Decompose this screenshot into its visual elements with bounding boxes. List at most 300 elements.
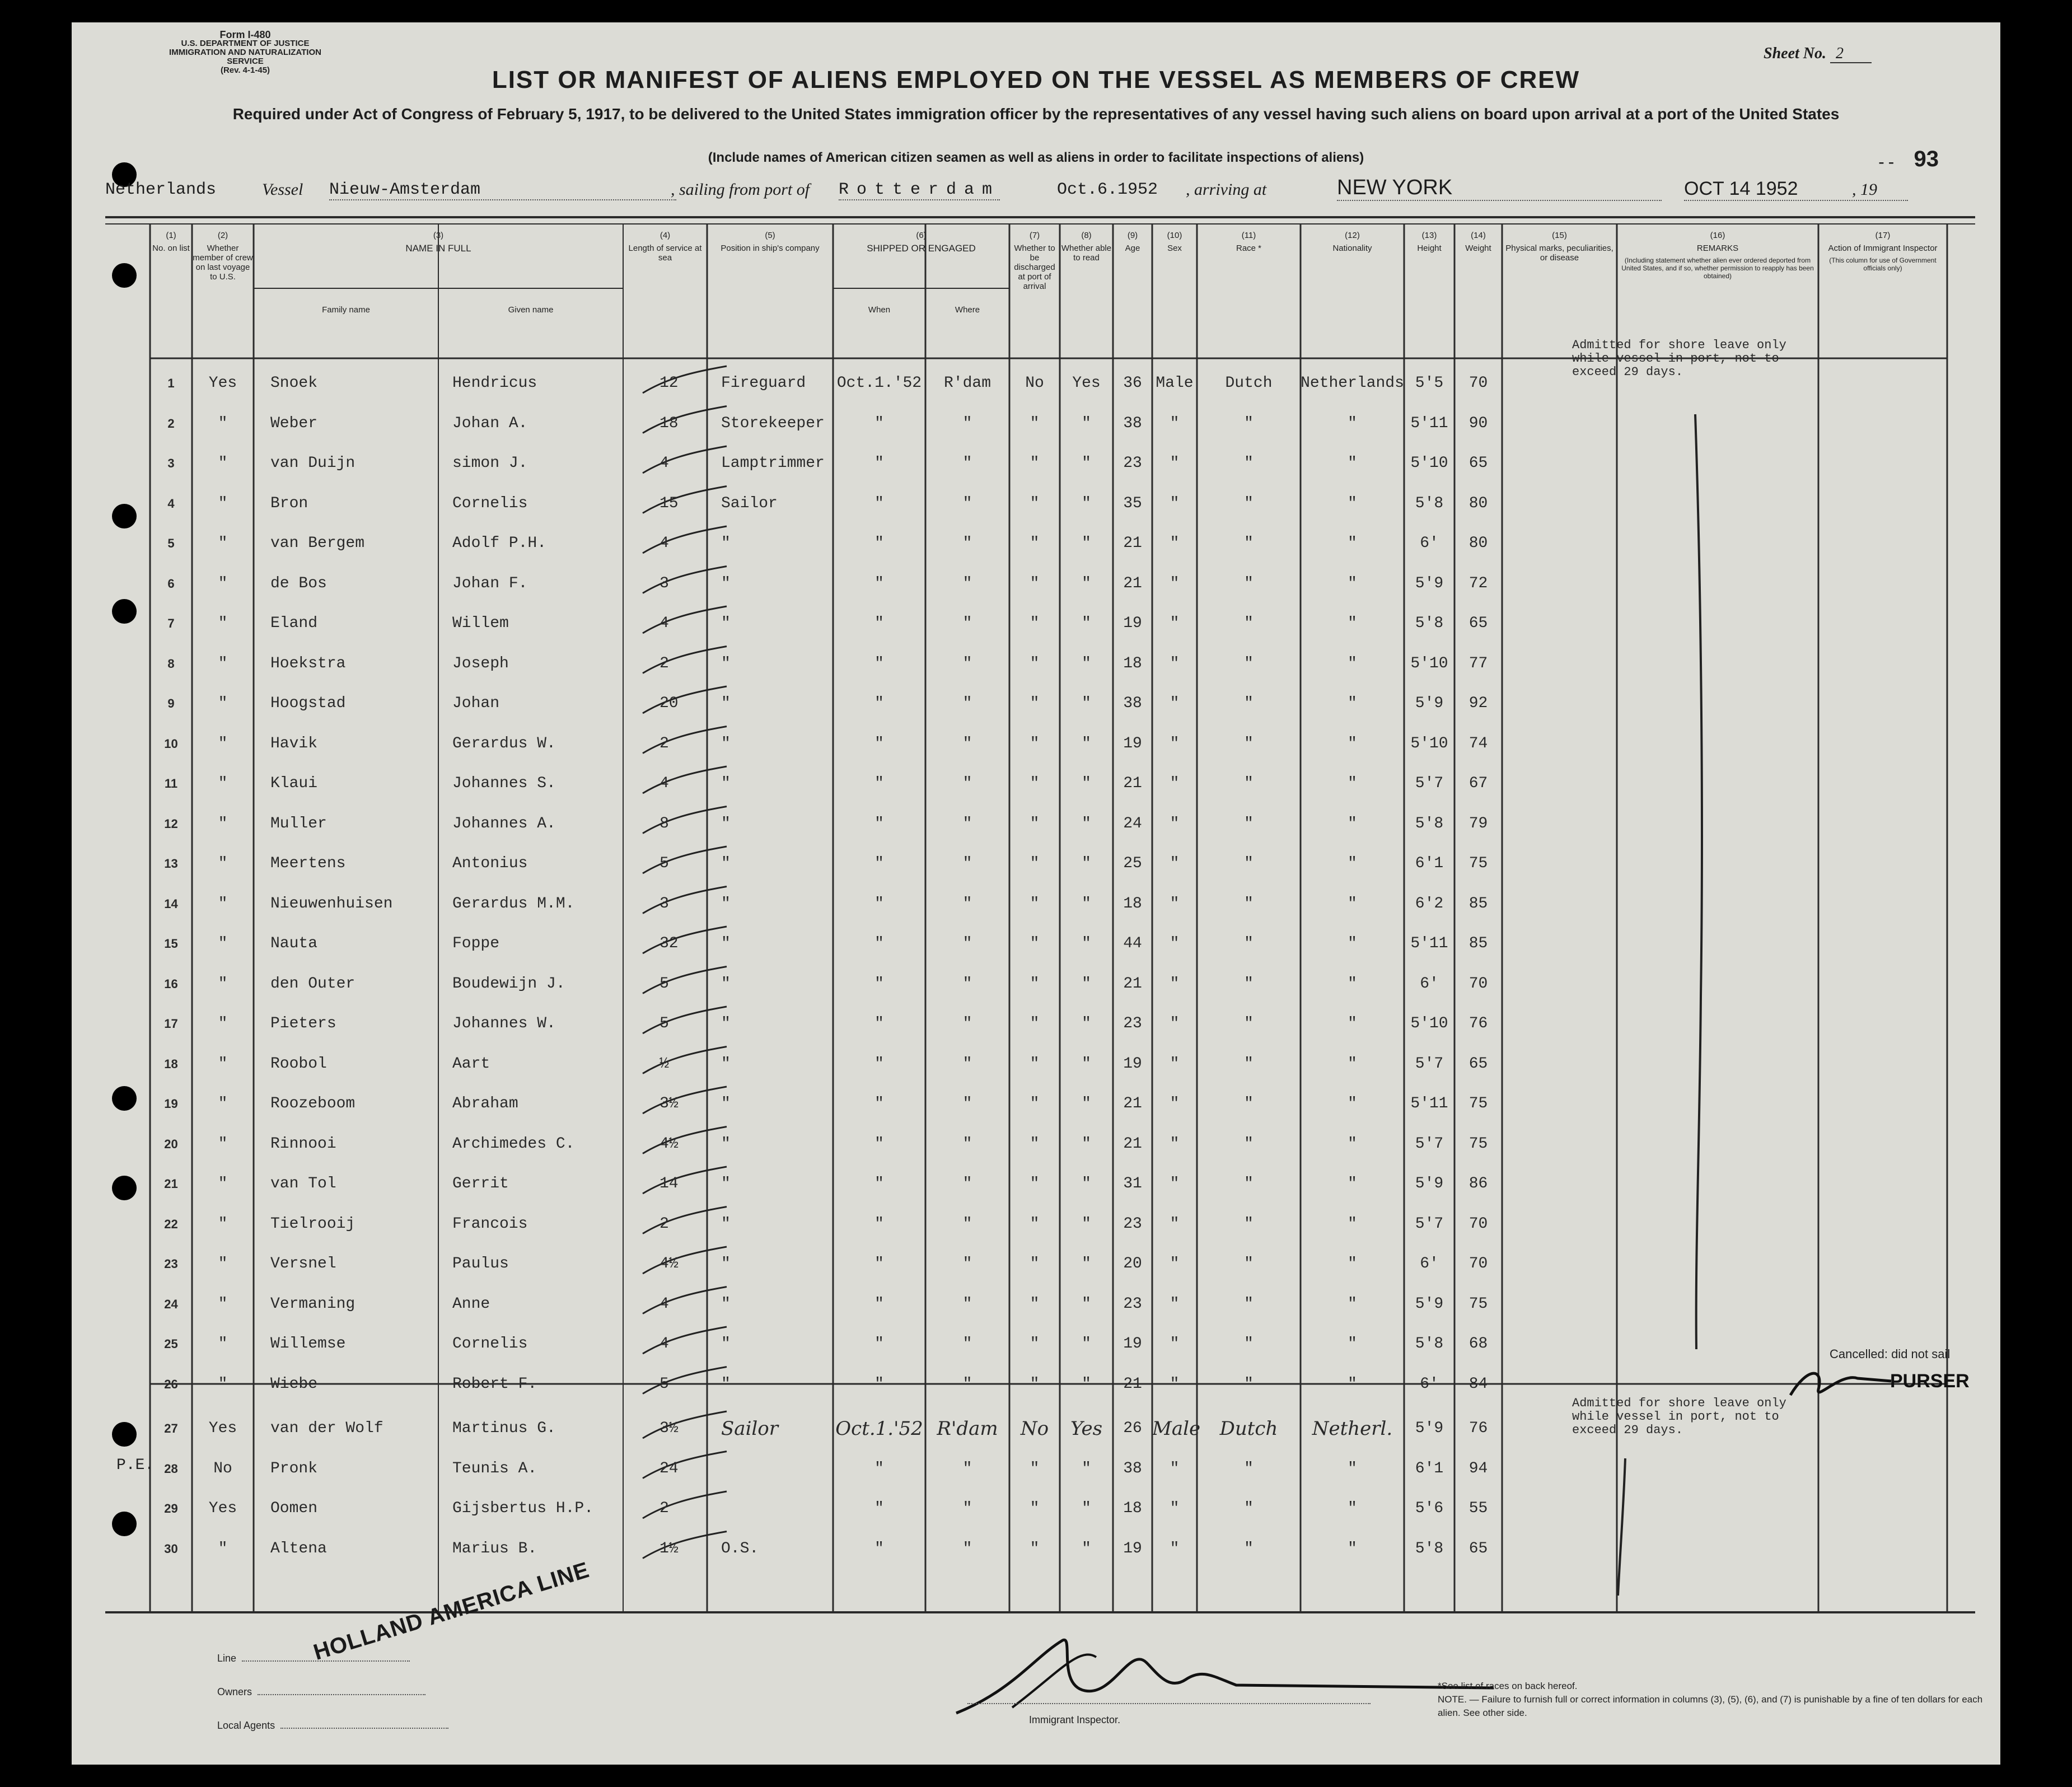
cell-where: " bbox=[962, 935, 972, 952]
cell-service: 5 bbox=[660, 975, 669, 993]
cell-family: Altena bbox=[270, 1540, 327, 1557]
cell-position: Fireguard bbox=[721, 375, 806, 392]
cell-discharge: " bbox=[1030, 1015, 1040, 1032]
footer-line bbox=[217, 1653, 410, 1664]
header-remarks-number: (16) bbox=[1710, 231, 1725, 240]
cell-when: " bbox=[874, 535, 884, 552]
header-height-text: Height bbox=[1417, 244, 1442, 253]
cell-position: " bbox=[721, 1015, 731, 1032]
cell-where: " bbox=[962, 775, 972, 792]
cell-prev: " bbox=[218, 895, 228, 913]
cell-age: 18 bbox=[1123, 654, 1142, 672]
cell-discharge: " bbox=[1030, 1055, 1040, 1073]
cell-sex: " bbox=[1170, 1335, 1180, 1353]
header-sex-number: (10) bbox=[1167, 231, 1182, 240]
cell-prev: " bbox=[218, 695, 228, 712]
purser-stamp: PURSER bbox=[1890, 1370, 1970, 1392]
cell-read: " bbox=[1082, 1095, 1091, 1112]
header-no-on-list bbox=[150, 231, 192, 253]
cell-when: Oct.1.'52 bbox=[835, 1418, 923, 1440]
cell-height: 5'11 bbox=[1410, 935, 1448, 952]
punch-hole bbox=[112, 599, 137, 624]
cell-when: " bbox=[874, 1135, 884, 1153]
cell-sex: Male bbox=[1156, 375, 1194, 392]
cell-position: " bbox=[721, 535, 731, 552]
cell-where: " bbox=[962, 1055, 972, 1073]
header-sex-text: Sex bbox=[1167, 244, 1182, 253]
cell-height: 5'10 bbox=[1410, 654, 1448, 672]
header-nationality-number: (12) bbox=[1345, 231, 1360, 240]
cell-no: 2 bbox=[167, 416, 175, 431]
cell-race: " bbox=[1244, 535, 1254, 552]
cell-race: " bbox=[1244, 695, 1254, 712]
header-family-name: Family name bbox=[322, 305, 370, 315]
header-weight-number: (14) bbox=[1471, 231, 1486, 240]
check-mark bbox=[643, 567, 727, 593]
cell-service: 3 bbox=[660, 574, 669, 592]
cell-weight: 70 bbox=[1468, 1215, 1488, 1233]
check-mark bbox=[643, 1007, 727, 1033]
cell-where: " bbox=[962, 494, 972, 512]
cell-sex: Male bbox=[1152, 1418, 1201, 1440]
document-subtitle: Required under Act of Congress of February 5, 1917, to be delivered to the United States immigration officer by the representatives of any vessel having such aliens on board upon arrival at a port of the United States bbox=[232, 105, 1840, 123]
vessel-label: Vessel bbox=[262, 180, 303, 199]
cell-read: " bbox=[1082, 1375, 1091, 1393]
cell-no: 19 bbox=[164, 1097, 178, 1111]
cell-service: 5 bbox=[660, 1015, 669, 1032]
cell-given: Robert F. bbox=[452, 1375, 537, 1393]
cell-position: " bbox=[721, 1255, 731, 1273]
cell-prev: " bbox=[218, 1255, 228, 1273]
cell-race: " bbox=[1244, 574, 1254, 592]
cell-service: 4½ bbox=[660, 1255, 679, 1273]
cell-when: " bbox=[874, 1055, 884, 1073]
cell-race: " bbox=[1244, 1015, 1254, 1032]
cell-read: " bbox=[1082, 1055, 1091, 1073]
cell-discharge: " bbox=[1030, 1135, 1040, 1153]
penalty-note: NOTE. — Failure to furnish full or correct information in columns (3), (5), (6), and (7) is punishable by a fine of ten dollars for each alien. See other side. bbox=[1438, 1694, 1983, 1718]
cell-discharge: " bbox=[1030, 1175, 1040, 1192]
cell-when: " bbox=[874, 1459, 884, 1477]
cell-nat: " bbox=[1348, 895, 1357, 913]
cell-discharge: " bbox=[1030, 1375, 1040, 1393]
cell-read: " bbox=[1082, 815, 1091, 832]
cell-weight: 68 bbox=[1468, 1335, 1488, 1353]
footer-agents bbox=[217, 1720, 448, 1732]
cell-age: 21 bbox=[1123, 574, 1142, 592]
punch-hole bbox=[112, 504, 137, 528]
cell-family: Pieters bbox=[270, 1015, 336, 1032]
check-mark bbox=[643, 1207, 727, 1234]
cell-sex: " bbox=[1170, 1375, 1180, 1393]
cell-given: Johannes A. bbox=[452, 815, 556, 832]
cell-height: 5'8 bbox=[1415, 494, 1444, 512]
cell-height: 5'8 bbox=[1415, 1335, 1444, 1353]
header-remarks bbox=[1617, 231, 1818, 280]
header-able-to-read bbox=[1060, 231, 1113, 263]
cell-nat: " bbox=[1348, 1055, 1357, 1073]
cell-when: " bbox=[874, 1255, 884, 1273]
form-department: U.S. DEPARTMENT OF JUSTICE bbox=[181, 39, 310, 48]
cell-position: " bbox=[721, 815, 731, 832]
cell-read: " bbox=[1082, 1175, 1091, 1192]
cell-race: " bbox=[1244, 654, 1254, 672]
cell-height: 5'9 bbox=[1415, 1175, 1444, 1192]
cell-given: Archimedes C. bbox=[452, 1135, 575, 1153]
cell-family: Roozeboom bbox=[270, 1095, 356, 1112]
cell-read: " bbox=[1082, 895, 1091, 913]
cell-sex: " bbox=[1170, 935, 1180, 952]
header-no-on-list-number: (1) bbox=[166, 231, 176, 240]
check-mark bbox=[643, 1367, 727, 1394]
cell-where: " bbox=[962, 1540, 972, 1557]
cell-given: Cornelis bbox=[452, 1335, 528, 1353]
cell-no: 4 bbox=[167, 496, 175, 511]
cell-no: 27 bbox=[164, 1421, 178, 1435]
cell-family: van Duijn bbox=[270, 455, 356, 472]
cell-service: 4 bbox=[660, 535, 669, 552]
check-mark bbox=[643, 1047, 727, 1074]
cell-age: 19 bbox=[1123, 735, 1142, 752]
punch-hole bbox=[112, 1086, 137, 1111]
cell-discharge: " bbox=[1030, 1500, 1040, 1517]
cell-race: " bbox=[1244, 1540, 1254, 1557]
cell-when: " bbox=[874, 775, 884, 792]
check-mark bbox=[643, 1127, 727, 1154]
cell-no: 1 bbox=[167, 376, 175, 390]
cell-sex: " bbox=[1170, 414, 1180, 432]
cell-read: " bbox=[1082, 574, 1091, 592]
header-race bbox=[1197, 231, 1301, 253]
cell-when: " bbox=[874, 615, 884, 632]
cell-prev: Yes bbox=[208, 1420, 237, 1437]
cell-read: " bbox=[1082, 975, 1091, 993]
cell-position: Sailor bbox=[721, 494, 778, 512]
form-service: IMMIGRATION AND NATURALIZATION SERVICE bbox=[169, 48, 321, 66]
cell-sex: " bbox=[1170, 1255, 1180, 1273]
cell-read: Yes bbox=[1070, 1418, 1103, 1440]
cell-race: " bbox=[1244, 895, 1254, 913]
cell-when: " bbox=[874, 895, 884, 913]
header-discharged bbox=[1009, 231, 1060, 291]
cell-discharge: No bbox=[1025, 375, 1044, 392]
header-inspector-action-subtext: (This column for use of Government officials only) bbox=[1829, 256, 1937, 272]
cell-given: Gerardus M.M. bbox=[452, 895, 575, 913]
cell-weight: 70 bbox=[1468, 1255, 1488, 1273]
cell-nat: " bbox=[1348, 735, 1357, 752]
cell-age: 21 bbox=[1123, 975, 1142, 993]
cell-nat: " bbox=[1348, 494, 1357, 512]
cell-weight: 77 bbox=[1468, 654, 1488, 672]
header-length-of-service bbox=[623, 231, 707, 263]
cell-service: 3 bbox=[660, 895, 669, 913]
cell-where: " bbox=[962, 815, 972, 832]
cell-weight: 86 bbox=[1468, 1175, 1488, 1192]
cell-given: Johannes W. bbox=[452, 1015, 556, 1032]
cell-sex: " bbox=[1170, 535, 1180, 552]
cell-prev: " bbox=[218, 1295, 228, 1313]
cell-weight: 79 bbox=[1468, 815, 1488, 832]
cell-no: 8 bbox=[167, 656, 175, 671]
cell-when: " bbox=[874, 735, 884, 752]
cell-age: 21 bbox=[1123, 1135, 1142, 1153]
cell-prev: " bbox=[218, 455, 228, 472]
cell-age: 23 bbox=[1123, 1295, 1142, 1313]
cell-race: " bbox=[1244, 494, 1254, 512]
cell-family: Meertens bbox=[270, 855, 346, 872]
cell-when: " bbox=[874, 455, 884, 472]
cell-given: Aart bbox=[452, 1055, 490, 1073]
cell-prev: Yes bbox=[208, 1500, 237, 1517]
header-previous-voyage-number: (2) bbox=[217, 231, 228, 240]
arrival-date: OCT 14 1952 bbox=[1684, 178, 1908, 201]
check-mark bbox=[643, 1411, 727, 1438]
cell-discharge: " bbox=[1030, 695, 1040, 712]
cell-height: 6'1 bbox=[1415, 1459, 1444, 1477]
cell-read: " bbox=[1082, 615, 1091, 632]
cell-given: Paulus bbox=[452, 1255, 509, 1273]
cell-service: 5 bbox=[660, 855, 669, 872]
cell-service: 4 bbox=[660, 1295, 669, 1313]
cell-service: 1½ bbox=[660, 1540, 679, 1557]
cell-where: " bbox=[962, 695, 972, 712]
cell-when: " bbox=[874, 695, 884, 712]
cell-service: 14 bbox=[660, 1175, 679, 1192]
cell-age: 18 bbox=[1123, 895, 1142, 913]
cell-prev: " bbox=[218, 414, 228, 432]
header-inspector-action bbox=[1818, 231, 1947, 272]
cell-discharge: No bbox=[1020, 1418, 1049, 1440]
cell-weight: 65 bbox=[1468, 615, 1488, 632]
cell-given: Cornelis bbox=[452, 494, 528, 512]
cell-nat: " bbox=[1348, 975, 1357, 993]
cell-race: " bbox=[1244, 1055, 1254, 1073]
cell-given: Johan bbox=[452, 695, 500, 712]
cell-race: " bbox=[1244, 815, 1254, 832]
cell-service: 4 bbox=[660, 1335, 669, 1353]
cell-no: 7 bbox=[167, 616, 175, 630]
cell-discharge: " bbox=[1030, 455, 1040, 472]
cell-no: 23 bbox=[164, 1257, 178, 1271]
cell-when: " bbox=[874, 815, 884, 832]
cell-race: " bbox=[1244, 455, 1254, 472]
cell-given: Johannes S. bbox=[452, 775, 556, 792]
cell-prev: " bbox=[218, 535, 228, 552]
cell-service: 5 bbox=[660, 1375, 669, 1393]
punch-hole bbox=[112, 263, 137, 288]
inspector-signature bbox=[945, 1624, 1505, 1719]
sailing-label: , sailing from port of bbox=[671, 180, 810, 199]
header-inspector-action-number: (17) bbox=[1875, 231, 1891, 240]
cell-where: " bbox=[962, 1335, 972, 1353]
cell-position: " bbox=[721, 615, 731, 632]
header-physical-marks bbox=[1502, 231, 1617, 263]
cell-height: 5'10 bbox=[1410, 455, 1448, 472]
cell-race: " bbox=[1244, 935, 1254, 952]
cell-race: " bbox=[1244, 775, 1254, 792]
cell-race: Dutch bbox=[1219, 1418, 1278, 1440]
cell-given: Francois bbox=[452, 1215, 528, 1233]
footer-agents-blank bbox=[280, 1728, 448, 1729]
cell-height: 6' bbox=[1420, 975, 1439, 993]
cell-weight: 72 bbox=[1468, 574, 1488, 592]
cell-where: " bbox=[962, 455, 972, 472]
cell-read: " bbox=[1082, 935, 1091, 952]
cell-prev: " bbox=[218, 1095, 228, 1112]
remarks-shore-leave-top: Admitted for shore leave only while vessel in port, not to exceed 29 days. bbox=[1572, 338, 1786, 379]
cell-when: " bbox=[874, 975, 884, 993]
cell-nat: " bbox=[1348, 1540, 1357, 1557]
cell-race: " bbox=[1244, 1335, 1254, 1353]
cell-weight: 94 bbox=[1468, 1459, 1488, 1477]
cell-nat: " bbox=[1348, 1255, 1357, 1273]
cell-no: 22 bbox=[164, 1217, 178, 1231]
sheet-label: Sheet No. bbox=[1764, 45, 1826, 62]
cell-discharge: " bbox=[1030, 975, 1040, 993]
cell-position: " bbox=[721, 1215, 731, 1233]
cell-when: " bbox=[874, 935, 884, 952]
cell-given: Joseph bbox=[452, 654, 509, 672]
cell-position: " bbox=[721, 1375, 731, 1393]
cell-position: Sailor bbox=[721, 1418, 779, 1440]
footer-line-label: Line bbox=[217, 1653, 237, 1664]
cell-when: " bbox=[874, 1500, 884, 1517]
cell-sex: " bbox=[1170, 1459, 1180, 1477]
cell-sex: " bbox=[1170, 455, 1180, 472]
purser-signature bbox=[1785, 1362, 1897, 1406]
cell-position: " bbox=[721, 1335, 731, 1353]
cell-when: " bbox=[874, 1215, 884, 1233]
cell-no: 29 bbox=[164, 1501, 178, 1515]
cell-prev: " bbox=[218, 1335, 228, 1353]
cell-family: Rinnooi bbox=[270, 1135, 336, 1153]
cell-position: " bbox=[721, 775, 731, 792]
cell-race: " bbox=[1244, 855, 1254, 872]
cell-prev: " bbox=[218, 1055, 228, 1073]
cell-age: 36 bbox=[1123, 375, 1142, 392]
cell-prev: " bbox=[218, 1540, 228, 1557]
header-sex bbox=[1152, 231, 1197, 253]
cell-discharge: " bbox=[1030, 1459, 1040, 1477]
cell-where: " bbox=[962, 1255, 972, 1273]
cell-where: " bbox=[962, 574, 972, 592]
header-age bbox=[1113, 231, 1152, 253]
cell-height: 5'9 bbox=[1415, 1295, 1444, 1313]
header-length-of-service-text: Length of service at sea bbox=[628, 244, 702, 263]
cell-age: 23 bbox=[1123, 1015, 1142, 1032]
cell-position: " bbox=[721, 855, 731, 872]
cell-age: 19 bbox=[1123, 615, 1142, 632]
cell-where: " bbox=[962, 535, 972, 552]
cell-service: 24 bbox=[660, 1459, 679, 1477]
cell-family: van Tol bbox=[270, 1175, 336, 1192]
cell-race: Dutch bbox=[1225, 375, 1273, 392]
header-no-on-list-text: No. on list bbox=[152, 244, 190, 253]
sheet-number bbox=[1764, 45, 1872, 63]
check-mark bbox=[643, 887, 727, 914]
cell-prev: " bbox=[218, 1135, 228, 1153]
cell-age: 21 bbox=[1123, 1095, 1142, 1112]
cell-given: Adolf P.H. bbox=[452, 535, 547, 552]
cell-nat: " bbox=[1348, 1459, 1357, 1477]
cell-no: 28 bbox=[164, 1461, 178, 1476]
cell-nat: " bbox=[1348, 815, 1357, 832]
punch-hole bbox=[112, 1176, 137, 1200]
cell-where: " bbox=[962, 1015, 972, 1032]
page-dash: - - bbox=[1878, 152, 1894, 171]
races-note: *See list of races on back hereof. bbox=[1438, 1681, 1578, 1691]
cell-discharge: " bbox=[1030, 815, 1040, 832]
sheet-value: 2 bbox=[1830, 45, 1872, 63]
cell-discharge: " bbox=[1030, 775, 1040, 792]
footer-owners-blank bbox=[258, 1694, 425, 1695]
cell-family: Klaui bbox=[270, 775, 318, 792]
cell-discharge: " bbox=[1030, 1540, 1040, 1557]
cancelled-stamp: Cancelled: did not sail bbox=[1830, 1347, 1951, 1361]
cell-height: 5'7 bbox=[1415, 1055, 1444, 1073]
check-mark bbox=[643, 846, 727, 873]
cell-prev: Yes bbox=[208, 375, 237, 392]
cell-weight: 65 bbox=[1468, 455, 1488, 472]
cell-height: 5'6 bbox=[1415, 1500, 1444, 1517]
cell-where: " bbox=[962, 1459, 972, 1477]
cell-weight: 85 bbox=[1468, 935, 1488, 952]
cell-no: 20 bbox=[164, 1136, 178, 1151]
cell-age: 21 bbox=[1123, 535, 1142, 552]
cell-height: 5'11 bbox=[1410, 1095, 1448, 1112]
cell-when: " bbox=[874, 1375, 884, 1393]
header-able-to-read-number: (8) bbox=[1081, 231, 1092, 240]
cell-when: " bbox=[874, 1175, 884, 1192]
cell-family: Weber bbox=[270, 414, 318, 432]
cell-when: " bbox=[874, 1015, 884, 1032]
document-subnote: (Include names of American citizen seamen as well as aliens in order to facilitate inspections of aliens) bbox=[708, 150, 1364, 165]
document-title: LIST OR MANIFEST OF ALIENS EMPLOYED ON THE VESSEL AS MEMBERS OF CREW bbox=[492, 66, 1580, 93]
check-mark bbox=[643, 1167, 727, 1194]
cell-age: 19 bbox=[1123, 1055, 1142, 1073]
cell-read: " bbox=[1082, 775, 1091, 792]
check-mark bbox=[643, 1452, 727, 1479]
header-inspector-action-text: Action of Immigrant Inspector bbox=[1828, 244, 1938, 253]
cell-age: 31 bbox=[1123, 1175, 1142, 1192]
header-physical-marks-text: Physical marks, peculiarities, or disease bbox=[1505, 244, 1613, 263]
punch-hole bbox=[112, 1422, 137, 1447]
cell-discharge: " bbox=[1030, 1215, 1040, 1233]
cell-sex: " bbox=[1170, 654, 1180, 672]
cell-discharge: " bbox=[1030, 895, 1040, 913]
header-position-text: Position in ship's company bbox=[721, 244, 820, 253]
cell-no: 18 bbox=[164, 1056, 178, 1071]
header-height bbox=[1404, 231, 1454, 253]
cell-service: 3½ bbox=[660, 1095, 679, 1112]
cell-no: 3 bbox=[167, 456, 175, 470]
cell-age: 20 bbox=[1123, 1255, 1142, 1273]
cell-race: " bbox=[1244, 735, 1254, 752]
cell-nat: " bbox=[1348, 615, 1357, 632]
cell-weight: 80 bbox=[1468, 535, 1488, 552]
cell-where: " bbox=[962, 975, 972, 993]
remarks-ditto-stroke-bottom bbox=[1606, 1456, 1639, 1601]
cell-family: Muller bbox=[270, 815, 327, 832]
cell-weight: 92 bbox=[1468, 695, 1488, 712]
cell-position: " bbox=[721, 975, 731, 993]
cell-race: " bbox=[1244, 1255, 1254, 1273]
cell-read: " bbox=[1082, 1335, 1091, 1353]
cell-age: 38 bbox=[1123, 414, 1142, 432]
cell-no: 24 bbox=[164, 1297, 178, 1311]
cell-given: simon J. bbox=[452, 455, 528, 472]
cell-when: " bbox=[874, 1095, 884, 1112]
